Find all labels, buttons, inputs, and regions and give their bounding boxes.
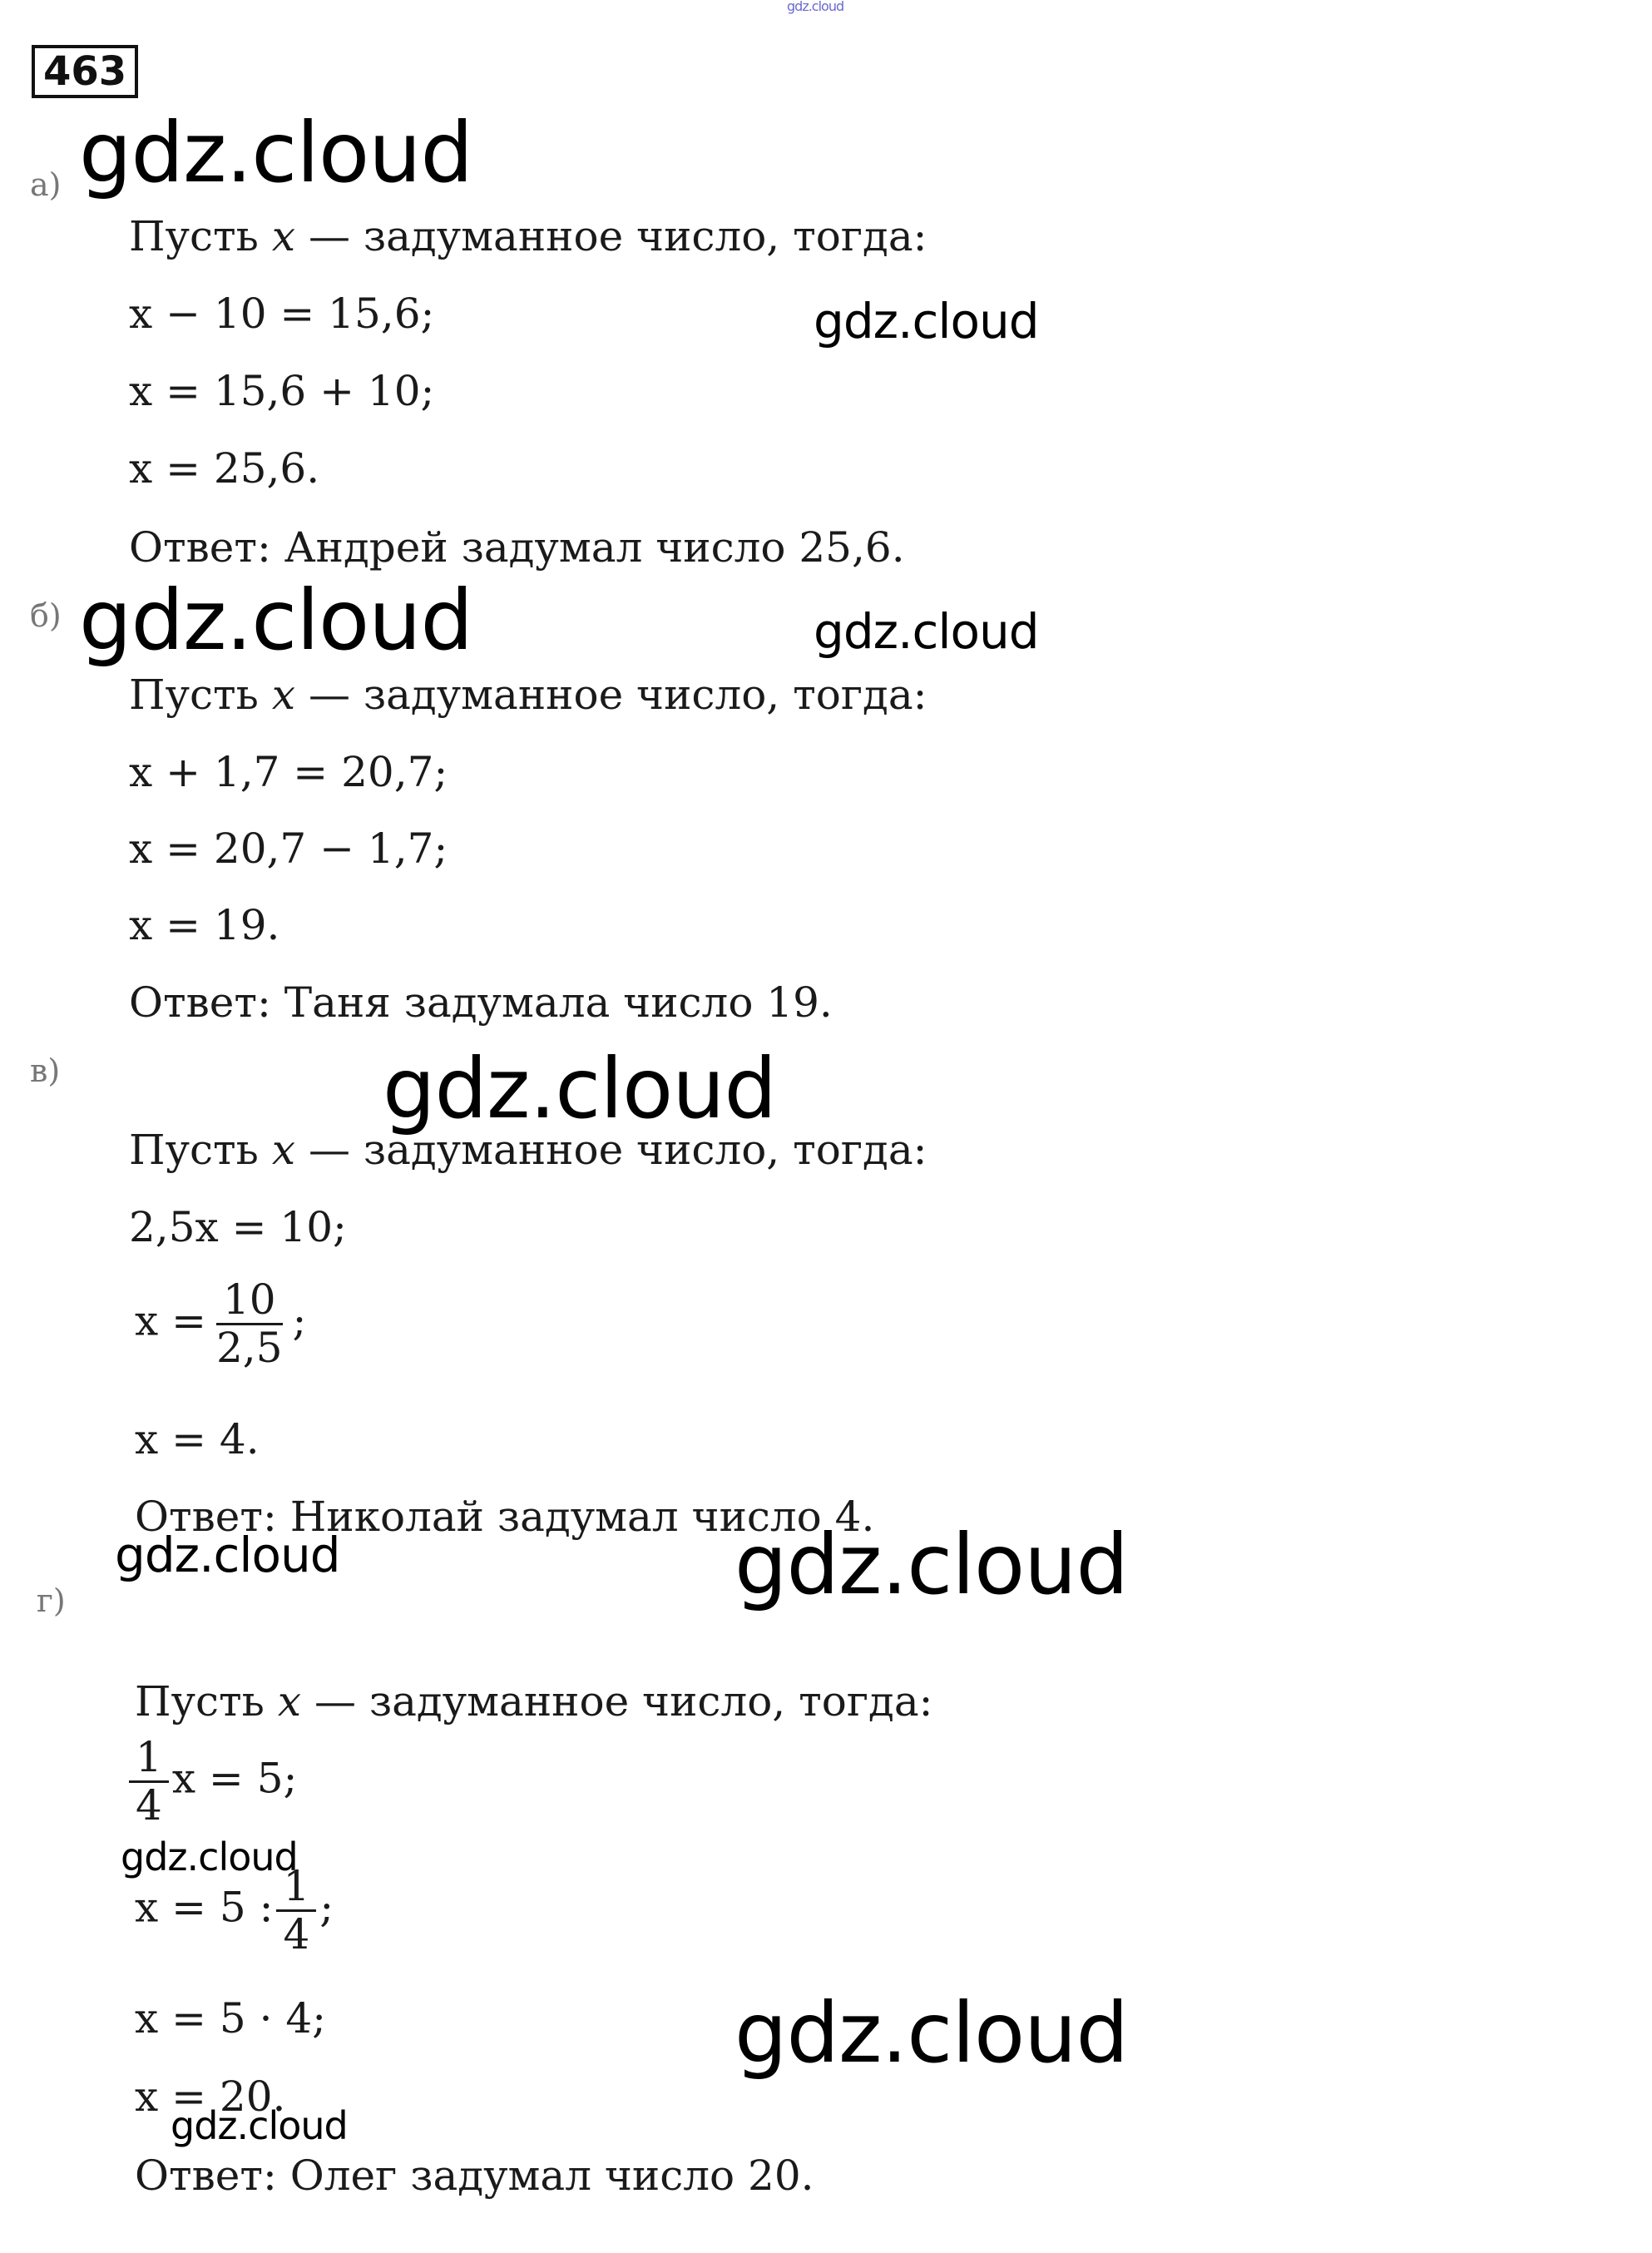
part-a-intro: Пусть x — задуманное число, тогда: [129,212,927,260]
part-label-v: в) [30,1052,61,1089]
watermark: gdz.cloud [115,1527,340,1583]
watermark: gdz.cloud [814,293,1039,349]
part-v-step-2: x = $\frac{10}{2,5}$ ; [135,1275,307,1372]
part-v-step-3: x = 4. [135,1415,260,1463]
part-a-step-3: x = 25,6. [129,444,320,493]
part-g-answer: Ответ: Олег задумал число 20. [135,2151,814,2200]
part-label-b: б) [30,597,62,634]
part-b-answer: Ответ: Таня задумала число 19. [129,978,833,1027]
fraction-1-over-4: $\frac{1}{4}$ [129,1735,169,1829]
part-a-step-1: x − 10 = 15,6; [129,290,435,338]
part-v-answer: Ответ: Николай задумал число 4. [135,1493,875,1541]
part-a-answer: Ответ: Андрей задумал число 25,6. [129,523,905,572]
problem-number: 463 [32,45,138,98]
part-v-intro: Пусть x — задуманное число, тогда: [129,1126,927,1174]
part-v-step-1: 2,5x = 10; [129,1203,347,1251]
part-b-step-2: x = 20,7 − 1,7; [129,824,448,873]
part-label-g: г) [37,1582,66,1619]
watermark: gdz.cloud [814,603,1039,660]
part-b-step-1: x + 1,7 = 20,7; [129,748,448,796]
part-b-step-3: x = 19. [129,901,280,949]
part-g-step-3: x = 5 · 4; [135,1994,327,2043]
watermark: gdz.cloud [734,1516,1129,1613]
watermark: gdz.cloud [171,2103,348,2148]
part-g-step-2: x = 5 : $\frac{1}{4}$ ; [135,1862,334,1958]
watermark: gdz.cloud [121,1835,298,1879]
part-g-step-4: x = 20. [135,2072,286,2121]
watermark: gdz.cloud [79,104,473,201]
part-label-a: а) [30,166,62,203]
watermark: gdz.cloud [383,1040,777,1137]
watermark: gdz.cloud [79,572,473,669]
part-g-intro: Пусть x — задуманное число, тогда: [135,1677,933,1726]
fraction-10-over-2-5: $\frac{10}{2,5}$ [216,1275,283,1372]
watermark: gdz.cloud [734,1984,1129,2082]
top-watermark: gdz.cloud [787,0,844,14]
part-b-intro: Пусть x — задуманное число, тогда: [129,671,927,719]
part-g-step-1: $\frac{1}{4}$ x = 5; [129,1735,297,1829]
fraction-1-over-4-divisor: $\frac{1}{4}$ [276,1864,316,1958]
part-a-step-2: x = 15,6 + 10; [129,367,435,415]
